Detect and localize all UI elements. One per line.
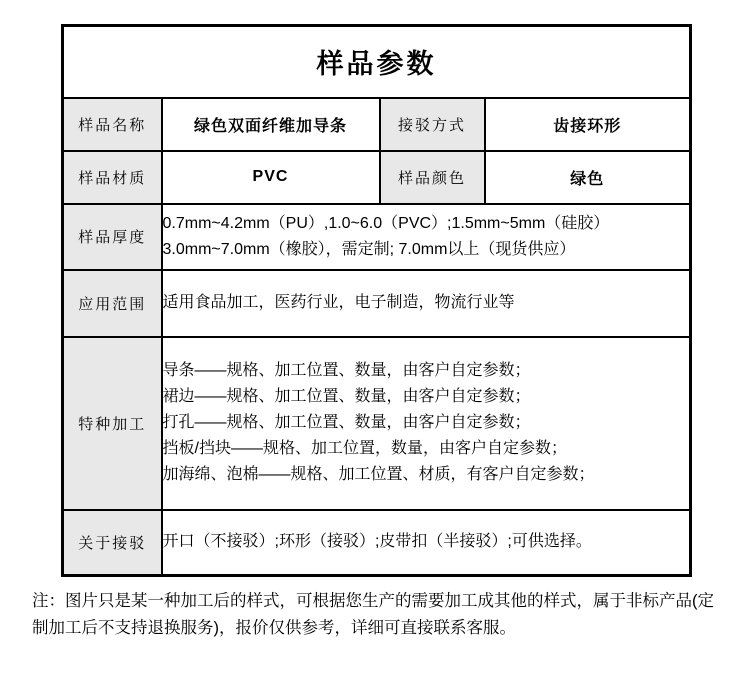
label-sample-name: 样品名称	[63, 98, 162, 151]
label-joint-method: 接驳方式	[380, 98, 485, 151]
row-thickness	[63, 204, 691, 270]
footnote: 注：图片只是某一种加工后的样式，可根据您生产的需要加工成其他的样式，属于非标产品(定制加工后不支持退换服务)，报价仅供参考，详细可直接联系客服。	[32, 592, 714, 637]
special-line-4: 挡板/挡块——规格、加工位置，数量，由客户自定参数；	[162, 440, 567, 457]
value-joint-method: 齿接环形	[485, 98, 691, 151]
table-title: 样品参数	[63, 26, 691, 98]
label-special-processing: 特种加工	[63, 337, 162, 510]
special-line-3: 打孔——规格、加工位置、数量，由客户自定参数；	[162, 414, 531, 431]
spec-table	[61, 24, 692, 577]
special-line-2: 裙边——规格、加工位置、数量，由客户自定参数；	[162, 388, 531, 405]
row-sample-name	[63, 98, 691, 151]
value-sample-color: 绿色	[485, 151, 691, 204]
value-special-processing	[162, 337, 691, 510]
row-joint	[63, 510, 691, 576]
value-material: PVC	[162, 151, 380, 204]
value-sample-name: 绿色双面纤维加导条	[162, 98, 380, 151]
row-application	[63, 270, 691, 337]
special-line-5: 加海绵、泡棉——规格、加工位置、材质，有客户自定参数；	[162, 466, 595, 483]
title-row	[63, 26, 691, 98]
label-joint: 关于接驳	[63, 510, 162, 576]
row-special-processing	[63, 337, 691, 510]
value-joint: 开口（不接驳）;环形（接驳）;皮带扣（半接驳）;可供选择。	[162, 510, 691, 576]
label-material: 样品材质	[63, 151, 162, 204]
thickness-line-1: 0.7mm~4.2mm（PU）,1.0~6.0（PVC）;1.5mm~5mm（硅胶）	[162, 214, 610, 232]
label-sample-color: 样品颜色	[380, 151, 485, 204]
row-material	[63, 151, 691, 204]
label-thickness: 样品厚度	[63, 204, 162, 270]
value-thickness	[162, 204, 691, 270]
value-application: 适用食品加工，医药行业，电子制造，物流行业等	[162, 270, 691, 337]
special-line-1: 导条——规格、加工位置、数量，由客户自定参数；	[162, 362, 531, 379]
thickness-line-2: 3.0mm~7.0mm（橡胶），需定制; 7.0mm以上（现货供应）	[162, 240, 576, 258]
label-application: 应用范围	[63, 270, 162, 337]
